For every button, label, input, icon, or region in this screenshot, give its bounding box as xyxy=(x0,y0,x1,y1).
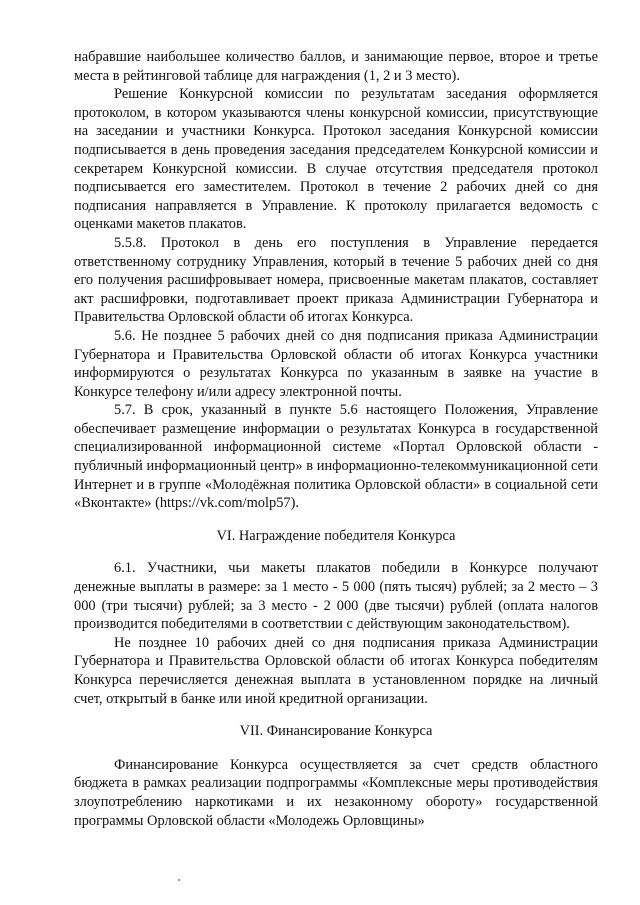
paragraph-commission-decision: Решение Конкурсной комиссии по результатам заседания оформляется протоколом, в котором указываются члены конкурсной комиссии, присутствующие на заседании и участники Конкурса. Протокол заседания Конкурсной комиссии подписывается в день проведения заседания председателем Конкурсной комиссии и секретарем Конкурсной комиссии. В случае отсутствия председателя протокол подписывается его заместителем. Протокол в течение 2 рабочих дней со дня подписания направляется в Управление. К протоколу прилагается ведомость с оценками макетов плакатов. xyxy=(74,86,598,233)
paragraph-5-7: 5.7. В срок, указанный в пункте 5.6 настоящего Положения, Управление обеспечивает размещение информации о результатах Конкурса в государственной специализированной информационной системе «Портал Орловской области - публичный информационный центр» в информационно-телекоммуникационной сети Интернет и в группе «Молодёжная политика Орловской области» в социальной сети «Вконтакте» (https://vk.com/molp57). xyxy=(74,402,598,512)
paragraph-funding: Финансирование Конкурса осуществляется за счет средств областного бюджета в рамках реализации подпрограммы «Комплексные меры противодействия злоупотреблению наркотиками и их незаконному обороту» государственной программы Орловской области «Молодежь Орловщины» xyxy=(74,756,598,829)
scan-speck xyxy=(178,879,180,881)
paragraph-5-6: 5.6. Не позднее 5 рабочих дней со дня подписания приказа Администрации Губернатора и Правительства Орловской области об итогах Конкурса участники информируются о результатах Конкурса по указанным в заявке на участие в Конкурсе телефону и/или адресу электронной почты. xyxy=(74,327,598,400)
paragraph-5-5-8: 5.5.8. Протокол в день его поступления в Управление передается ответственному сотруднику Управления, который в течение 5 рабочих дней со дня его получения расшифровывает номера, присвоенные макетам плакатов, составляет акт расшифровки, подготавливает проект приказа Администрации Губернатора и Правительства Орловской области об итогах Конкурса. xyxy=(74,234,598,326)
section-heading-vii: VII. Финансирование Конкурса xyxy=(239,723,433,740)
paragraph-6-1: 6.1. Участники, чьи макеты плакатов победили в Конкурсе получают денежные выплаты в размере: за 1 место - 5 000 (пять тысяч) рублей; за 2 место – 3 000 (три тысячи) рублей; за 3 место - 2 000 (две тысячи) рублей (оплата налогов производится победителями в соответствии с действующим законодательством). xyxy=(74,560,598,633)
paragraph-continuation: набравшие наибольшее количество баллов, и занимающие первое, второе и третье места в рейтинговой таблице для награждения (1, 2 и 3 место). xyxy=(74,49,598,84)
section-heading-vi: VI. Награждение победителя Конкурса xyxy=(216,527,456,544)
paragraph-payment: Не позднее 10 рабочих дней со дня подписания приказа Администрации Губернатора и Правительства Орловской области об итогах Конкурса победителям Конкурса перечисляется денежная выплата в установленном порядке на личный счет, открытый в банке или иной кредитной организации. xyxy=(74,634,598,707)
